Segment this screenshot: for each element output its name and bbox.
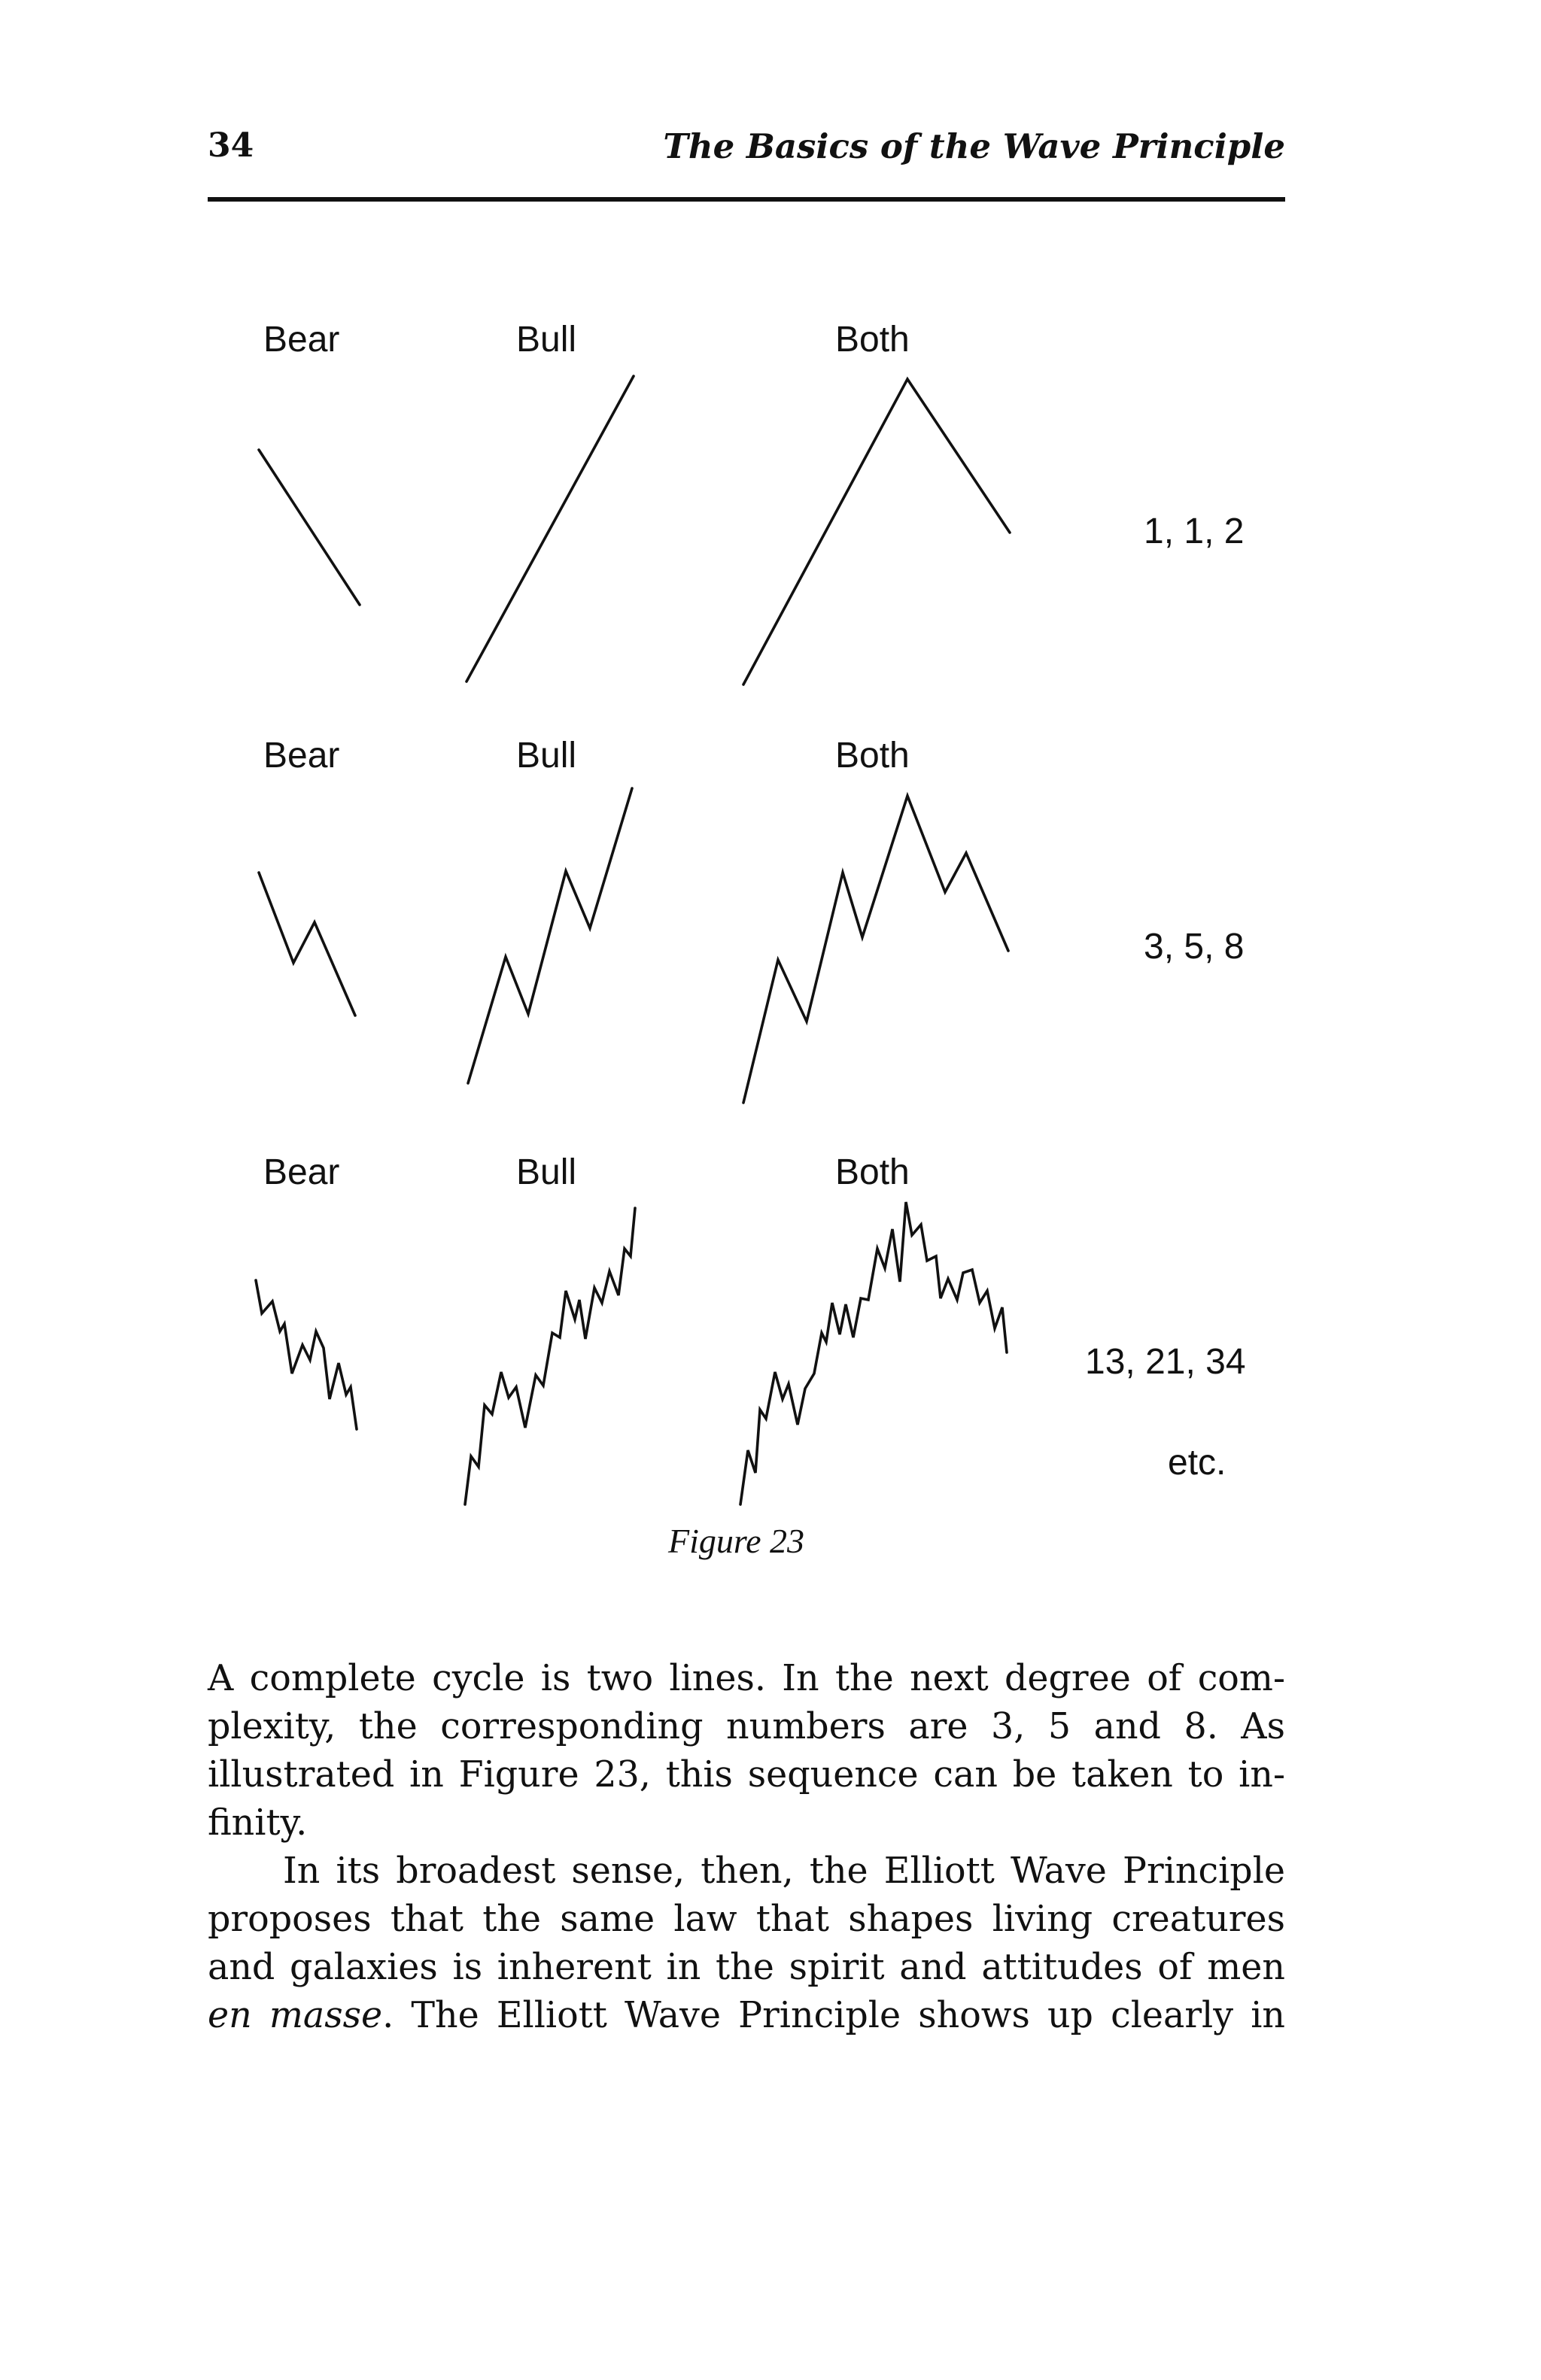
- row2-bull-wave: [468, 788, 632, 1083]
- figure-caption: Figure 23: [668, 1522, 804, 1560]
- row2-count: 3, 5, 8: [1144, 927, 1245, 967]
- row2-bear-wave: [259, 873, 355, 1015]
- row2-bear-label: Bear: [263, 736, 340, 776]
- row2-both-wave: [743, 796, 1008, 1103]
- italic-phrase: en masse: [208, 1995, 383, 2036]
- row3-bull-label: Bull: [516, 1152, 577, 1192]
- paragraph2-last-line-rest: . The Elliott Wave Principle shows up clearly in: [382, 1995, 1285, 2036]
- row3-both-label: Both: [835, 1152, 910, 1192]
- row1-both-label: Both: [835, 320, 910, 360]
- paragraph1-line: plexity, the corresponding numbers are 3, 5 and 8. As: [208, 1706, 1285, 1747]
- figure-23: [0, 286, 1541, 1565]
- row3-bear-wave: [256, 1280, 357, 1429]
- paragraph1-line: illustrated in Figure 23, this sequence can be taken to in-: [208, 1754, 1285, 1796]
- row1-bear-label: Bear: [263, 320, 340, 360]
- row1-bear-wave: [259, 450, 360, 605]
- row3-bull-wave: [465, 1208, 635, 1504]
- paragraph1-line: A complete cycle is two lines. In the next degree of com-: [208, 1658, 1285, 1699]
- body-text: [208, 1655, 1285, 2040]
- paragraph1-line: finity.: [208, 1802, 308, 1844]
- row1-bull-label: Bull: [516, 320, 577, 360]
- row1-count: 1, 1, 2: [1144, 512, 1245, 551]
- wave-diagram: [0, 286, 1541, 1565]
- header-rule: [208, 197, 1285, 202]
- paragraph2-line: and galaxies is inherent in the spirit and attitudes of men: [208, 1947, 1285, 1988]
- row3-count: 13, 21, 34: [1085, 1342, 1246, 1382]
- row1-both-wave: [743, 379, 1010, 685]
- running-title: The Basics of the Wave Principle: [663, 126, 1285, 166]
- row2-both-label: Both: [835, 736, 910, 776]
- paragraph2-last-line: [208, 1992, 1285, 2040]
- paragraph2-line: proposes that the same law that shapes living creatures: [208, 1899, 1285, 1940]
- row3-both-wave: [740, 1202, 1007, 1504]
- etc-label: etc.: [1168, 1443, 1226, 1483]
- page-number: 34: [208, 126, 254, 165]
- row2-bull-label: Bull: [516, 736, 577, 776]
- row3-bear-label: Bear: [263, 1152, 340, 1192]
- row1-bull-wave: [467, 376, 634, 682]
- paragraph2-line: In its broadest sense, then, the Elliott Wave Principle: [283, 1850, 1285, 1892]
